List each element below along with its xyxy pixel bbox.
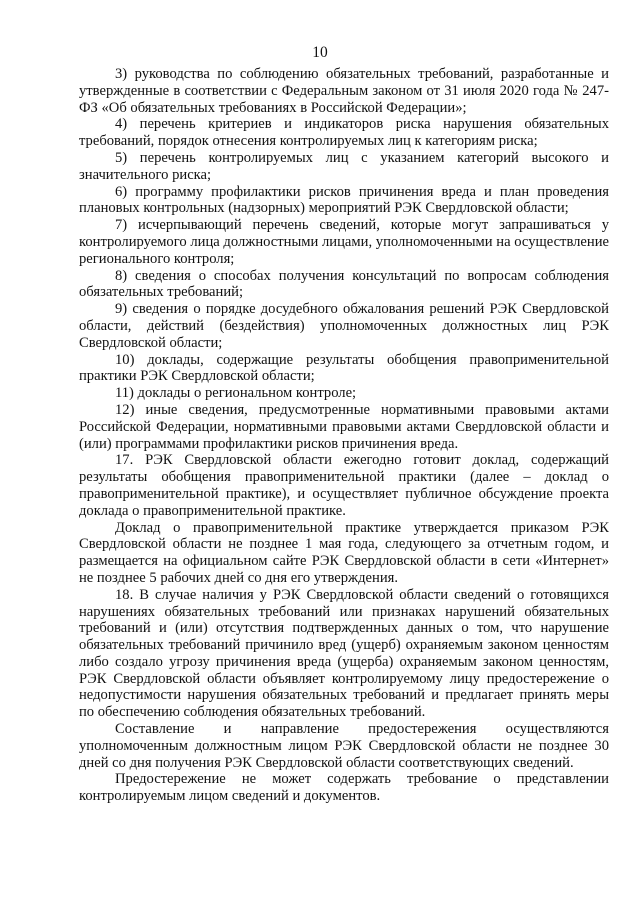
- paragraph-section-18: 18. В случае наличия у РЭК Свердловской области сведений о готовящихся нарушениях обязательных требований или признаках нарушений обязательных требований и (или) отсутствия подтвержденных данных о том, что нарушение обязательных требований причинило вред (ущерб) охраняемым законом ценностям либо создало угрозу причинения вреда (ущерба) охраняемым законом ценностям, РЭК Свердловской области объявляет контролируемому лицу предостережение о недопустимости нарушения обязательных требований и предлагает принять меры по обеспечению соблюдения обязательных требований.: [79, 586, 609, 721]
- paragraph-item-10: 10) доклады, содержащие результаты обобщения правоприменительной практики РЭК Свердловской области;: [79, 351, 609, 385]
- paragraph-item-8: 8) сведения о способах получения консультаций по вопросам соблюдения обязательных требований;: [79, 267, 609, 301]
- paragraph-item-11: 11) доклады о региональном контроле;: [115, 385, 357, 402]
- paragraph-warning-restriction: Предостережение не может содержать требование о представлении контролируемым лицом сведений и документов.: [79, 771, 609, 805]
- document-body: [79, 66, 609, 805]
- paragraph-item-12: 12) иные сведения, предусмотренные нормативными правовыми актами Российской Федерации, нормативными правовыми актами Свердловской области и (или) программами профилактики рисков причинения вреда.: [79, 401, 609, 452]
- paragraph-section-17: 17. РЭК Свердловской области ежегодно готовит доклад, содержащий результаты обобщения правоприменительной практики (далее – доклад о правоприменительной практике), и осуществляет публичное обсуждение проекта доклада о правоприменительной практике.: [79, 452, 609, 519]
- paragraph-warning-issuance: Составление и направление предостережения осуществляются уполномоченным должностным лицом РЭК Свердловской области не позднее 30 дней со дня получения РЭК Свердловской области соответствующих сведений.: [79, 721, 609, 771]
- paragraph-item-7: 7) исчерпывающий перечень сведений, которые могут запрашиваться у контролируемого лица должностными лицами, уполномоченными на осуществление регионального контроля;: [79, 217, 609, 267]
- paragraph-item-6: 6) программу профилактики рисков причинения вреда и план проведения плановых контрольных (надзорных) мероприятий РЭК Свердловской области;: [79, 183, 609, 217]
- page-number: 10: [312, 44, 328, 61]
- paragraph-item-3: 3) руководства по соблюдению обязательных требований, разработанные и утвержденные в соответствии с Федеральным законом от 31 июля 2020 года № 247-ФЗ «Об обязательных требованиях в Российской Федерации»;: [79, 66, 609, 116]
- paragraph-report-approval: Доклад о правоприменительной практике утверждается приказом РЭК Свердловской области не позднее 1 мая года, следующего за отчетным годом, и размещается на официальном сайте РЭК Свердловской области в сети «Интернет» не позднее 5 рабочих дней со дня его утверждения.: [79, 519, 609, 586]
- paragraph-item-4: 4) перечень критериев и индикаторов риска нарушения обязательных требований, порядок отнесения контролируемых лиц к категориям риска;: [79, 116, 609, 150]
- paragraph-item-9: 9) сведения о порядке досудебного обжалования решений РЭК Свердловской области, действий (бездействия) уполномоченных должностных лиц РЭК Свердловской области;: [79, 301, 609, 351]
- paragraph-item-5: 5) перечень контролируемых лиц с указанием категорий высокого и значительного риска;: [79, 149, 609, 183]
